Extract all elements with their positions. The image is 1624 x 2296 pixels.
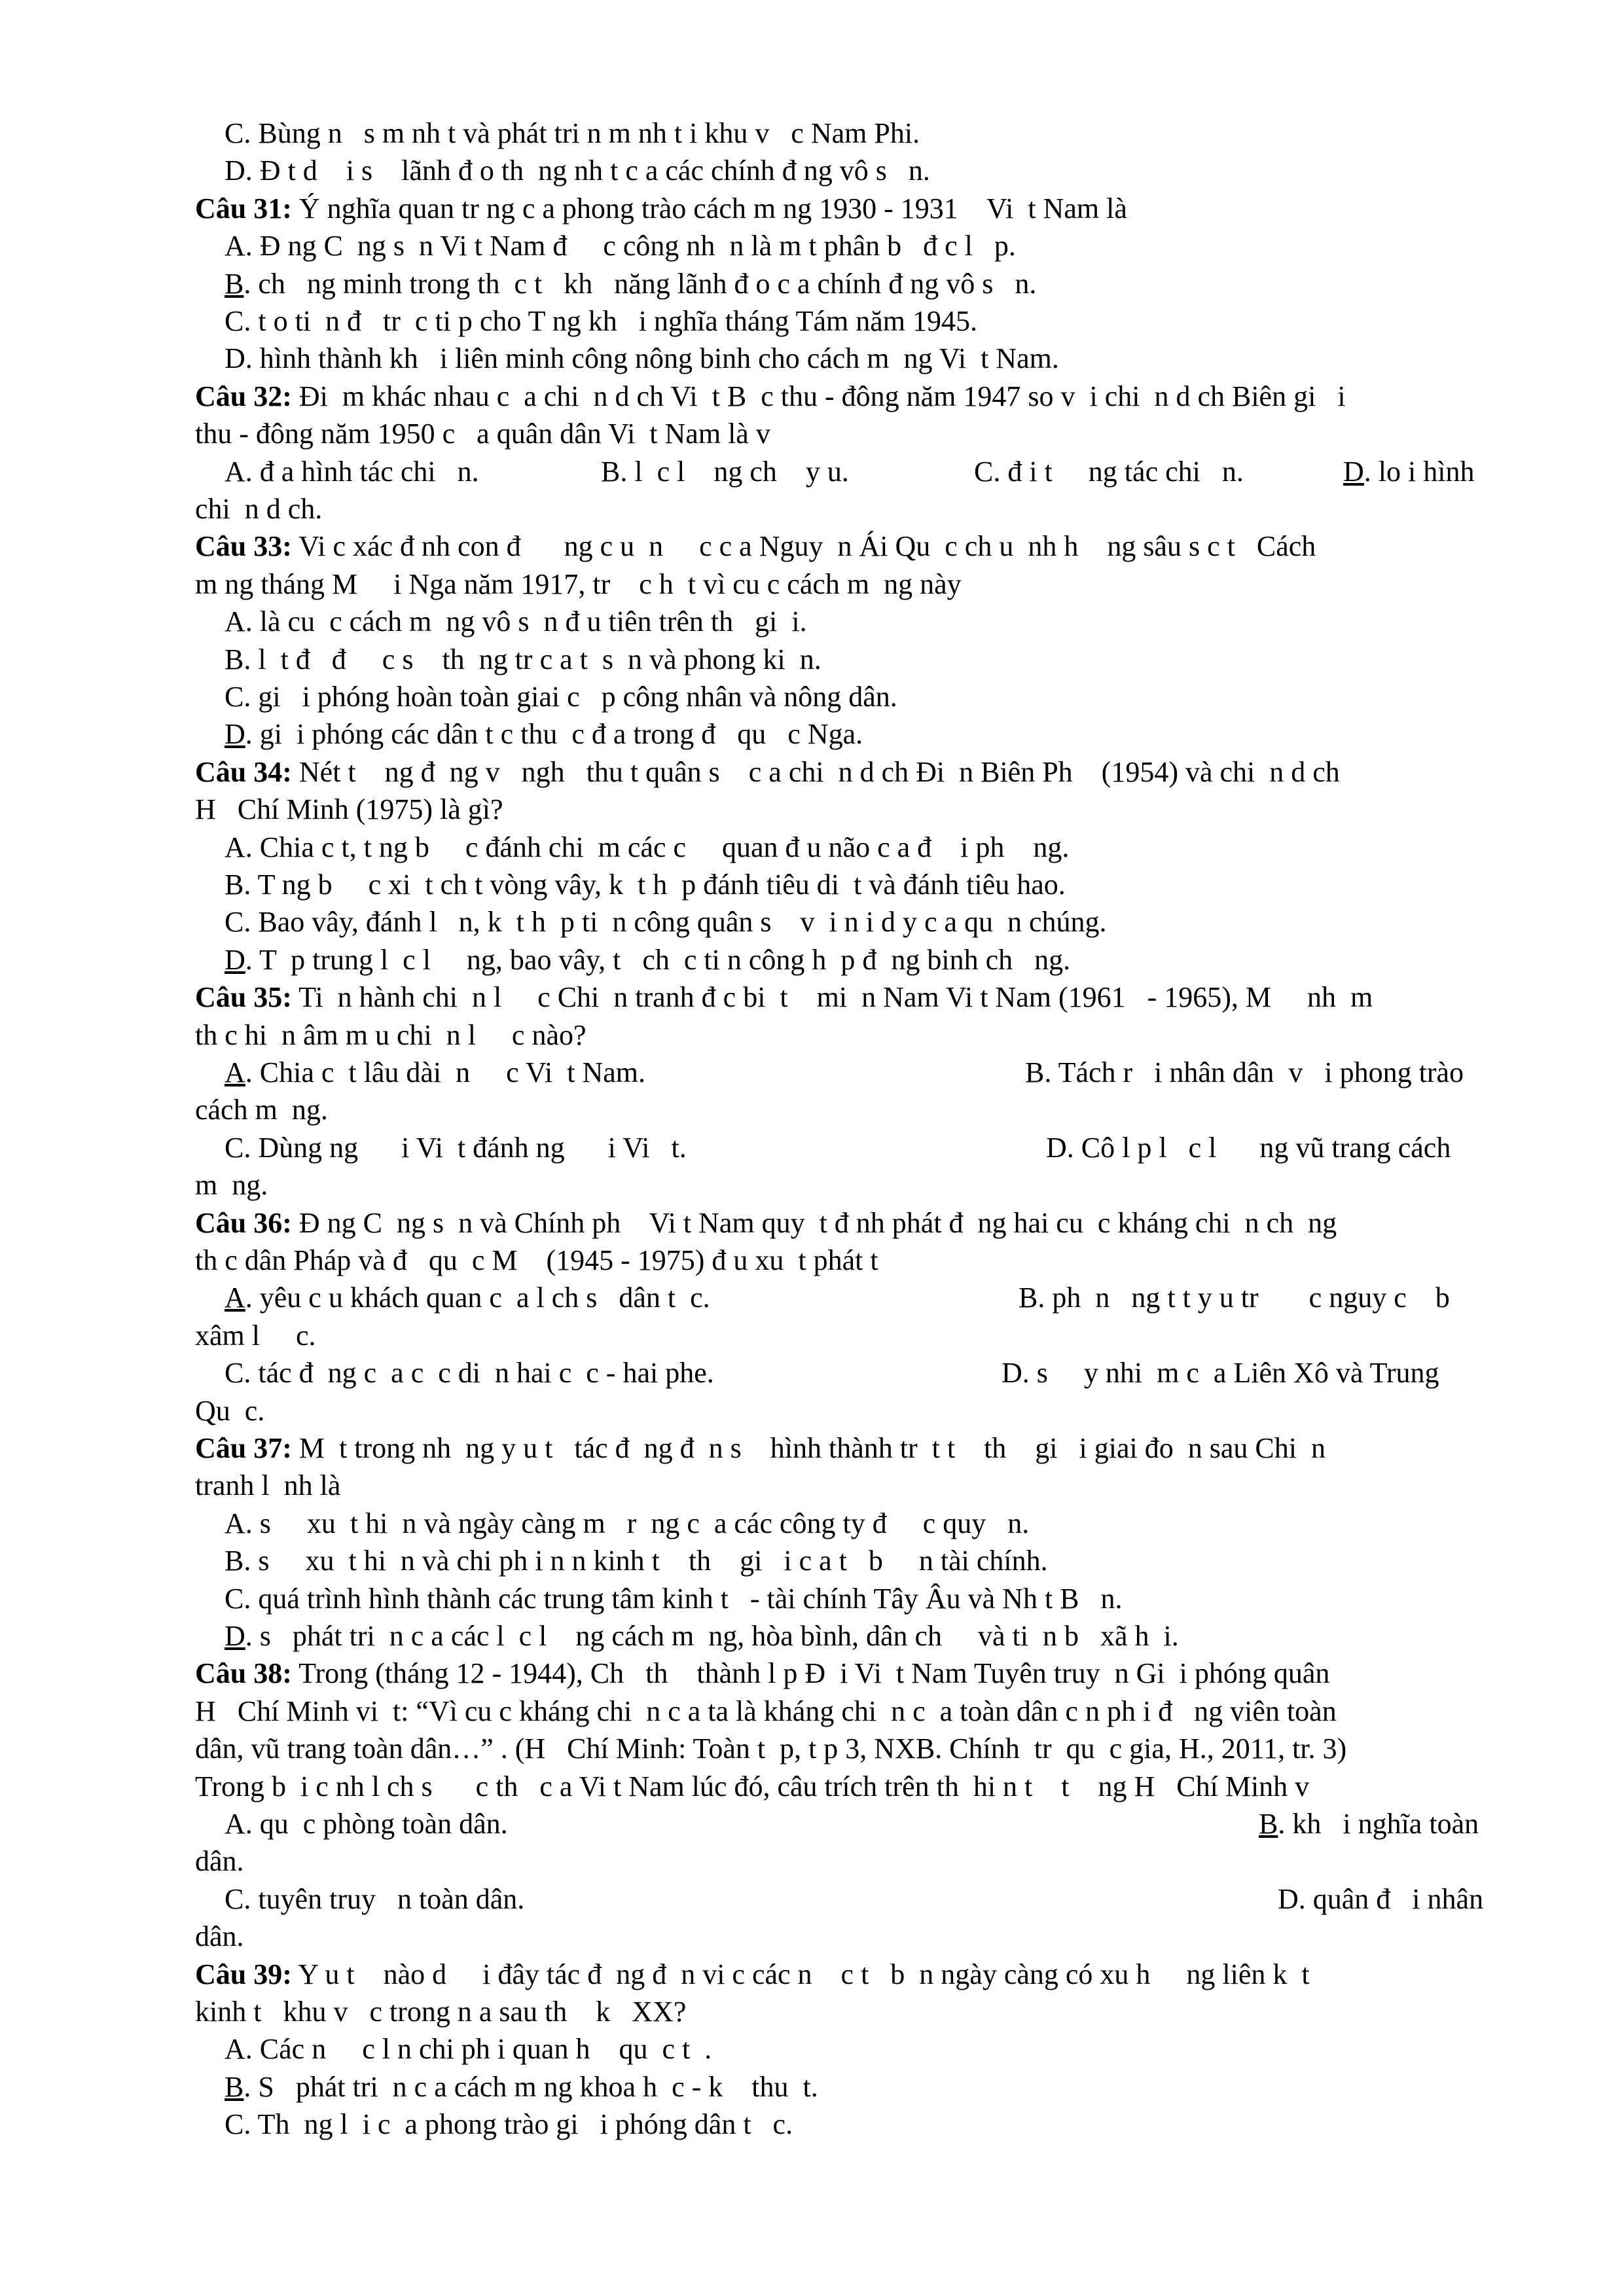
option-line	[225, 1054, 645, 1091]
question-stem: m ng tháng M i Nga năm 1917, tr c h t vì cu c cách m ng này	[195, 567, 962, 600]
option-text: . Bao vây, đánh l n, k t h p ti n công quân s v i n i d y c a qu n chúng.	[244, 906, 1107, 939]
option-letter: B	[1259, 1808, 1278, 1840]
option-text: . t o ti n đ tr c ti p cho T ng kh i nghĩa tháng Tám năm 1945.	[244, 305, 978, 337]
option-text: . Chia c t, t ng b c đánh chi m các c quan đ u não c a đ i ph ng.	[245, 831, 1070, 863]
question-stem: Nét t ng đ ng v ngh thu t quân s c a chi n d ch Đi n Biên Ph (1954) và chi n d ch	[291, 755, 1340, 788]
option-line	[225, 716, 863, 753]
question-stem: Trong (tháng 12 - 1944), Ch th thành l p Đ i Vi t Nam Tuyên truy n Gi i phóng quân	[291, 1657, 1330, 1690]
option-text: . gi i phóng hoàn toàn giai c p công nhân và nông dân.	[244, 681, 897, 713]
option-letter: D	[225, 943, 245, 976]
option-letter: C	[225, 681, 244, 713]
option-text: . đ i t ng tác chi n.	[993, 455, 1244, 488]
question-number: Câu 37:	[195, 1432, 292, 1464]
option-line	[225, 2106, 793, 2143]
option-wrap: xâm l c.	[195, 1319, 316, 1352]
question-stem-line	[195, 1467, 340, 1504]
option-line	[225, 266, 1036, 302]
option-line	[225, 454, 479, 490]
option-text: . l c l ng ch y u.	[620, 455, 849, 488]
option-line	[225, 904, 1107, 941]
question-number: Câu 38:	[195, 1657, 292, 1690]
option-letter: C	[225, 1582, 244, 1615]
question-stem: Đi m khác nhau c a chi n d ch Vi t B c thu - đông năm 1947 so v i chi n d ch Biên gi i	[291, 380, 1346, 412]
question-stem: tranh l nh là	[195, 1469, 341, 1502]
option-line	[225, 641, 821, 678]
option-text: . tác đ ng c a c c di n hai c c - hai phe.	[244, 1357, 714, 1390]
option-text: . kh i nghĩa toàn	[1278, 1808, 1479, 1840]
question-number: Câu 31:	[195, 192, 292, 224]
option-letter: A	[225, 831, 245, 863]
option-text: . s xu t hi n và chi ph i n n kinh t th gi i c a t b n tài chính.	[244, 1545, 1048, 1577]
question-stem: Y u t nào d i đây tác đ ng đ n vi c các n c t b n ngày càng có xu h ng liên k t	[291, 1958, 1310, 1990]
option-text: . s y nhi m c a Liên Xô và Trung	[1022, 1357, 1439, 1390]
question-stem-line	[195, 979, 1373, 1016]
option-letter: A	[225, 1507, 245, 1539]
option-text: C. Bùng n s m nh t và phát tri n m nh t i khu v c Nam Phi.	[225, 117, 920, 149]
option-wrap: dân.	[195, 1920, 244, 1953]
question-number: Câu 33:	[195, 530, 292, 563]
question-stem-line	[195, 1430, 1326, 1467]
option-line	[225, 603, 807, 640]
option-letter: B	[225, 1545, 244, 1577]
option-text: . hình thành kh i liên minh công nông binh cho cách m ng Vi t Nam.	[245, 342, 1059, 375]
option-line	[225, 1505, 1029, 1542]
option-line	[225, 228, 1016, 264]
option-line	[225, 2031, 712, 2068]
option-line	[225, 115, 920, 152]
option-text: . T p trung l c l ng, bao vây, t ch c ti n công h p đ ng binh ch ng.	[245, 943, 1071, 976]
option-letter: D	[225, 1620, 245, 1652]
option-line	[1001, 1355, 1439, 1391]
question-stem-line	[195, 754, 1340, 791]
question-stem: th c dân Pháp và đ qu c M (1945 - 1975) đ u xu t phát t	[195, 1244, 878, 1276]
option-line	[974, 454, 1244, 490]
option-line	[225, 942, 1070, 978]
option-text: . đ a hình tác chi n.	[245, 455, 479, 488]
question-stem: H Chí Minh (1975) là gì?	[195, 793, 503, 826]
option-letter: D	[1001, 1357, 1022, 1390]
option-letter: B	[225, 267, 244, 300]
option-wrap-line	[195, 1318, 316, 1354]
option-letter: D	[225, 342, 245, 375]
question-stem-line	[195, 1242, 878, 1279]
option-letter: D	[1343, 455, 1364, 488]
question-number: Câu 39:	[195, 1958, 292, 1990]
option-line	[1259, 1806, 1479, 1842]
question-stem-line	[195, 528, 1316, 565]
question-stem: H Chí Minh vi t: “Vì cu c kháng chi n c a ta là kháng chi n c a toàn dân c n ph i đ ng viên toàn	[195, 1695, 1337, 1727]
option-line	[225, 2069, 818, 2106]
option-text: . S phát tri n c a cách m ng khoa h c - k thu t.	[244, 2070, 818, 2103]
option-text: . Th ng l i c a phong trào gi i phóng dân t c.	[244, 2108, 793, 2141]
option-text: . Cô l p l c l ng vũ trang cách	[1066, 1131, 1451, 1164]
question-stem-line	[195, 190, 1127, 227]
option-text: . ph n ng t t y u tr c nguy c b	[1038, 1282, 1450, 1314]
option-text: . gi i phóng các dân t c thu c đ a trong đ qu c Nga.	[245, 718, 863, 751]
question-stem: Vi c xác đ nh con đ ng c u n c c a Nguy n Ái Qu c ch u nh h ng sâu s c t Cách	[291, 530, 1316, 563]
option-line	[225, 1130, 687, 1166]
option-wrap-line	[195, 491, 322, 528]
option-letter: C	[225, 2108, 244, 2141]
option-line	[1278, 1881, 1483, 1918]
option-line	[225, 303, 977, 340]
option-text: . quân đ i nhân	[1298, 1882, 1484, 1915]
option-letter: B	[1025, 1056, 1045, 1088]
option-text: . l t đ đ c s th ng tr c a t s n và phong ki n.	[244, 643, 821, 675]
option-letter: D	[1278, 1882, 1299, 1915]
question-stem-line	[195, 1956, 1310, 1993]
question-stem: dân, vũ trang toàn dân…” . (H Chí Minh: Toàn t p, t p 3, NXB. Chính tr qu c gia, H., 2011, tr. 3)	[195, 1732, 1347, 1765]
question-stem: thu - đông năm 1950 c a quân dân Vi t Nam là v	[195, 418, 770, 450]
option-letter: A	[225, 455, 245, 488]
option-wrap-line	[195, 1393, 264, 1429]
option-line	[225, 1280, 710, 1316]
option-letter: C	[225, 906, 244, 939]
option-line	[225, 1355, 714, 1391]
question-stem: th c hi n âm m u chi n l c nào?	[195, 1018, 586, 1051]
option-wrap: chi n d ch.	[195, 493, 323, 525]
option-letter: D	[225, 718, 245, 751]
option-line	[1025, 1054, 1464, 1091]
option-text: . s xu t hi n và ngày càng m r ng c a các công ty đ c quy n.	[245, 1507, 1030, 1539]
option-letter: B	[225, 643, 244, 675]
question-stem-line	[195, 1655, 1329, 1692]
option-line	[601, 454, 849, 490]
option-wrap: dân.	[195, 1845, 244, 1878]
question-stem-line	[195, 1731, 1346, 1767]
question-stem: Đ ng C ng s n và Chính ph Vi t Nam quy t đ nh phát đ ng hai cu c kháng chi n ch ng	[291, 1206, 1337, 1239]
option-letter: D	[1046, 1131, 1067, 1164]
question-number: Câu 32:	[195, 380, 292, 412]
option-line	[1019, 1280, 1450, 1316]
question-number: Câu 35:	[195, 981, 292, 1014]
option-text: . Dùng ng i Vi t đánh ng i Vi t.	[244, 1131, 687, 1164]
option-text: . s phát tri n c a các l c l ng cách m ng, hòa bình, dân ch và ti n b xã h i.	[245, 1620, 1179, 1652]
option-letter: B	[1019, 1282, 1038, 1314]
question-stem: M t trong nh ng y u t tác đ ng đ n s hình thành tr t t th gi i giai đo n sau Chi n	[291, 1432, 1326, 1464]
option-text: . Tách r i nhân dân v i phong trào	[1044, 1056, 1464, 1088]
option-line	[225, 152, 930, 189]
option-letter: A	[225, 230, 245, 262]
option-line	[225, 1581, 1123, 1617]
option-line	[1343, 454, 1474, 490]
option-letter: B	[225, 2070, 244, 2103]
option-text: . quá trình hình thành các trung tâm kinh t - tài chính Tây Âu và Nh t B n.	[244, 1582, 1123, 1615]
option-letter: C	[225, 1882, 244, 1915]
question-stem-line	[195, 1994, 686, 2030]
question-stem-line	[195, 1205, 1337, 1242]
option-text: . Chia c t lâu dài n c Vi t Nam.	[245, 1056, 645, 1088]
option-letter: A	[225, 1808, 245, 1840]
question-stem-line	[195, 1768, 1309, 1805]
option-line	[225, 1806, 508, 1842]
option-line	[225, 867, 1066, 903]
option-text: . qu c phòng toàn dân.	[245, 1808, 508, 1840]
question-number: Câu 34:	[195, 755, 292, 788]
question-stem: Ti n hành chi n l c Chi n tranh đ c bi t mi n Nam Vi t Nam (1961 - 1965), M nh m	[291, 981, 1373, 1014]
option-letter: C	[974, 455, 994, 488]
option-letter: B	[601, 455, 621, 488]
question-stem: Trong b i c nh l ch s c th c a Vi t Nam lúc đó, câu trích trên th hi n t t ng H Chí Minh v	[195, 1770, 1310, 1803]
option-letter: A	[225, 1056, 245, 1088]
option-wrap: Qu c.	[195, 1394, 265, 1427]
option-line	[225, 340, 1059, 377]
question-stem: kinh t khu v c trong n a sau th k XX?	[195, 1996, 687, 2028]
option-letter: A	[225, 605, 245, 638]
question-stem: Ý nghĩa quan tr ng c a phong trào cách m ng 1930 - 1931 Vi t Nam là	[291, 192, 1127, 224]
option-text: . Đ ng C ng s n Vi t Nam đ c công nh n là m t phân b đ c l p.	[245, 230, 1016, 262]
option-letter: C	[225, 1131, 244, 1164]
option-wrap-line	[195, 1092, 328, 1128]
option-text: . yêu c u khách quan c a l ch s dân t c.	[245, 1282, 710, 1314]
option-letter: A	[225, 1282, 245, 1314]
option-wrap-line	[195, 1843, 244, 1880]
option-text: . Các n c l n chi ph i quan h qu c t .	[245, 2033, 712, 2066]
option-line	[225, 679, 897, 715]
option-line	[225, 1881, 524, 1918]
question-stem-line	[195, 1693, 1337, 1730]
option-text: D. Đ t d i s lãnh đ o th ng nh t c a các chính đ ng vô s n.	[225, 154, 930, 187]
option-wrap: m ng.	[195, 1169, 268, 1202]
question-number: Câu 36:	[195, 1206, 292, 1239]
option-letter: B	[225, 869, 244, 901]
option-wrap: cách m ng.	[195, 1094, 328, 1126]
option-letter: C	[225, 305, 244, 337]
option-letter: A	[225, 2033, 245, 2066]
option-text: . là cu c cách m ng vô s n đ u tiên trên th gi i.	[245, 605, 807, 638]
option-line	[1046, 1130, 1451, 1166]
option-line	[225, 1543, 1048, 1579]
question-stem-line	[195, 416, 770, 452]
option-text: . ch ng minh trong th c t kh năng lãnh đ o c a chính đ ng vô s n.	[244, 267, 1037, 300]
question-stem-line	[195, 378, 1346, 415]
option-text: . lo i hình	[1363, 455, 1475, 488]
option-letter: C	[225, 1357, 244, 1390]
question-stem-line	[195, 1017, 586, 1054]
option-text: . tuyên truy n toàn dân.	[244, 1882, 525, 1915]
option-wrap-line	[195, 1167, 268, 1204]
question-stem-line	[195, 566, 962, 603]
question-stem-line	[195, 791, 503, 828]
option-wrap-line	[195, 1918, 244, 1955]
option-text: . T ng b c xi t ch t vòng vây, k t h p đánh tiêu di t và đánh tiêu hao.	[244, 869, 1066, 901]
option-line	[225, 1618, 1179, 1655]
option-line	[225, 829, 1069, 866]
